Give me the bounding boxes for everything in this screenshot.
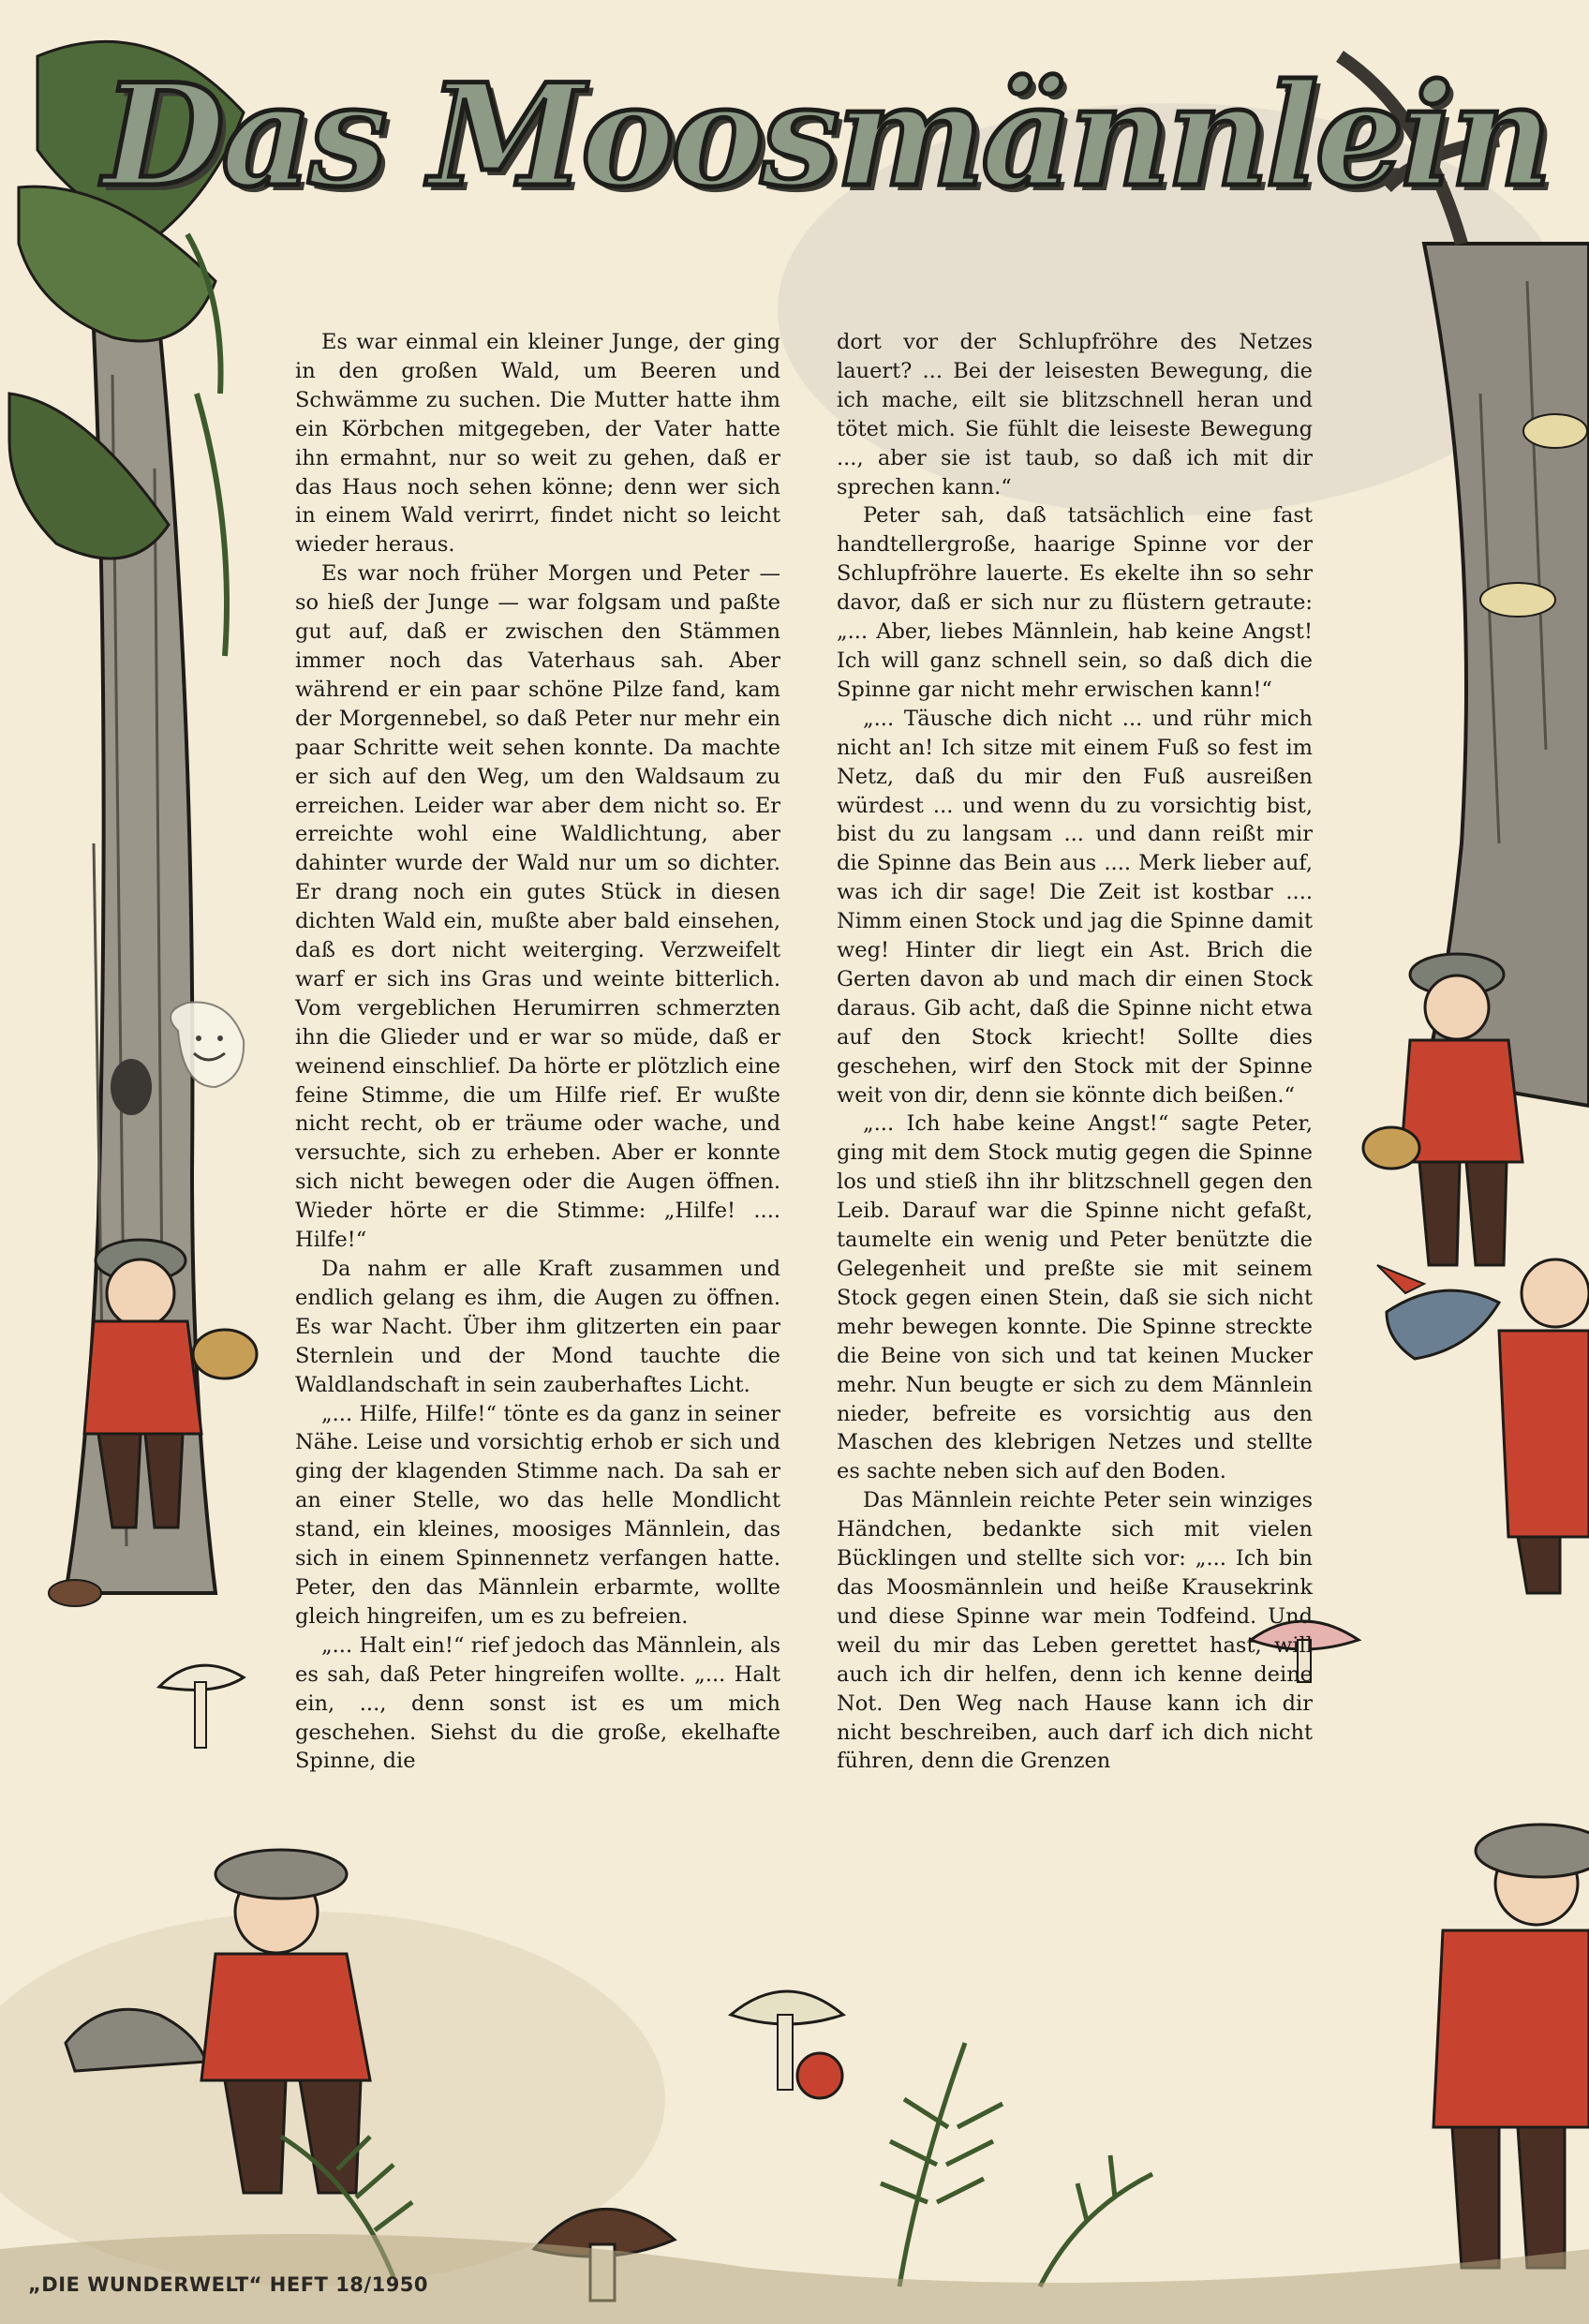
paragraph: „... Hilfe, Hilfe!“ tönte es da ganz in seiner Nähe. Leise und vorsichtig erhob er sich und ging der klagenden Stimme nach. Da sah er an einer Stelle, wo das helle Mondlicht stand, ein kleines, moosiges Männlein, das sich in einem Spinnennetz verfangen hatte. Peter, den das Männlein erbarmte, wollte gleich hingreifen, um es zu befreien. [295, 1401, 780, 1629]
text-column-left [295, 328, 780, 1776]
page-title: Das Moosmännlein [103, 53, 1550, 218]
paragraph: Peter sah, daß tatsächlich eine fast handtellergroße, haarige Spinne vor der Schlupfröhre lauerte. Es ekelte ihn so sehr davor, daß er sich nur zu flüstern getraute: „... Aber, liebes Männlein, hab keine Angst! Ich will ganz schnell sein, so daß dich die Spinne gar nicht mehr erwischen kann!“ [837, 503, 1313, 702]
paragraph: Da nahm er alle Kraft zusammen und endlich gelang es ihm, die Augen zu öffnen. Es war Nacht. Über ihm glitzerten ein paar Sternlein und der Mond tauchte die Waldlandschaft in sein zauberhaftes Licht. [295, 1257, 780, 1397]
paragraph: Es war noch früher Morgen und Peter — so hieß der Junge — war folgsam und paßte gut auf, daß er zwischen den Stämmen immer noch das Vaterhaus sah. Aber während er ein paar schöne Pilze fand, kam der Morgennebel, so daß Peter nur mehr ein paar Schritte weit sehen konnte. Da machte er sich auf den Weg, um den Waldsaum zu erreichen. Leider war aber dem nicht so. Er erreichte wohl eine Waldlichtung, aber dahinter wurde der Wald nur um so dichter. Er drang noch ein gutes Stück in diesen dichten Wald ein, mußte aber bald einsehen, daß es dort nicht weiterging. Verzweifelt warf er sich ins Gras und weinte bitterlich. Vom vergeblichen Herumirren schmerzten ihn die Glieder und er war so müde, daß er weinend einschlief. Da hörte er plötzlich eine feine Stimme, die um Hilfe rief. Er wußte nicht recht, ob er träume oder wache, und versuchte, sich zu erheben. Aber er konnte sich nicht bewegen oder die Augen öffnen. Wieder hörte er die Stimme: „Hilfe! .... Hilfe!“ [295, 561, 780, 1253]
paragraph: dort vor der Schlupfröhre des Netzes lauert? ... Bei der leisesten Bewegung, die ich mache, eilt sie blitzschnell heran und tötet mich. Sie fühlt die leiseste Bewegung ..., aber sie ist taub, so daß ich mit dir sprechen kann.“ [837, 330, 1313, 499]
paragraph: „... Halt ein!“ rief jedoch das Männlein, als es sah, daß Peter hingreifen wollte. „... Halt ein, ..., denn sonst ist es um mich geschehen. Siehst du die große, ekelhafte Spinne, die [295, 1632, 780, 1774]
paragraph: Das Männlein reichte Peter sein winziges Händchen, bedankte sich mit vielen Bücklingen und stellte sich vor: „... Ich bin das Moosmännlein und heiße Krausekrink und diese Spinne war mein Todfeind. Und weil du mir das Leben gerettet hast, will auch ich dir helfen, denn ich kenne deine Not. Den Weg nach Hause kann ich dir nicht beschreiben, auch darf ich dich nicht führen, denn die Grenzen [837, 1488, 1313, 1774]
magazine-footer: „DIE WUNDERWELT“ HEFT 18/1950 [28, 2273, 429, 2296]
paragraph: „... Ich habe keine Angst!“ sagte Peter, ging mit dem Stock mutig gegen die Spinne los und stieß ihn ihr blitzschnell gegen den Leib. Darauf war die Spinne nicht gefaßt, taumelte ein wenig und Peter benützte die Gelegenheit und preßte sie mit seinem Stock gegen einen Stein, daß sie sich nicht mehr bewegen konnte. Die Spinne streckte die Beine von sich und tat keinen Mucker mehr. Nun beugte er sich zu dem Männlein nieder, befreite es vorsichtig aus den Maschen des klebrigen Netzes und stellte es sachte neben sich auf den Boden. [837, 1111, 1313, 1484]
text-column-right [837, 328, 1313, 1776]
paragraph: Es war einmal ein kleiner Junge, der ging in den großen Wald, um Beeren und Schwämme zu suchen. Die Mutter hatte ihm ein Körbchen mitgegeben, der Vater hatte ihn ermahnt, nur so weit zu gehen, daß er das Haus noch sehen könne; denn wer sich in einem Wald verirrt, findet nicht so leicht wieder heraus. [295, 330, 780, 558]
paragraph: „... Täusche dich nicht ... und rühr mich nicht an! Ich sitze mit einem Fuß so fest im Netz, daß du mir den Fuß ausreißen würdest ... und wenn du zu vorsichtig bist, bist du zu langsam ... und dann reißt mir die Spinne das Bein aus .... Merk lieber auf, was ich dir sage! Die Zeit ist kostbar .... Nimm einen Stock und jag die Spinne damit weg! Hinter dir liegt ein Ast. Brich die Gerten davon ab und mach dir einen Stock daraus. Gib acht, daß die Spinne nicht etwa auf den Stock kriecht! Sollte dies geschehen, wirf den Stock mit der Spinne weit von dir, denn sie könnte dich beißen.“ [837, 706, 1313, 1108]
